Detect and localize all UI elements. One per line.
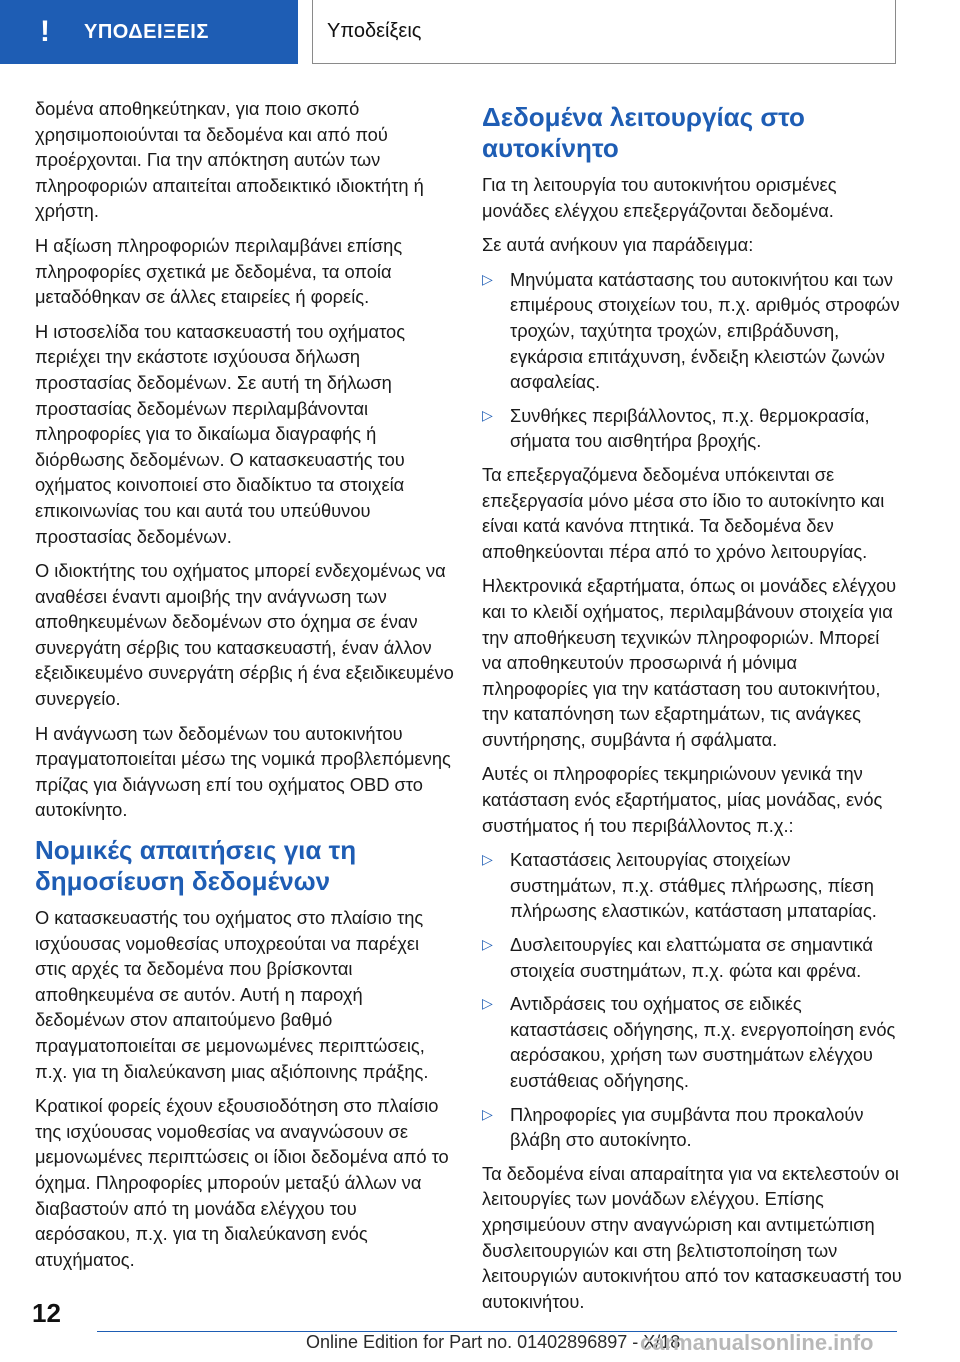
list-item-text: Μηνύματα κατάστασης του αυτοκινήτου και των επιμέρους στοιχείων του, π.χ. αριθμός στροφών τροχών, ταχύτητα τροχών, επιβράδυνση, εγκάρσια επιτάχυνση, ένδειξη κλειστών ζωνών ασφαλείας. [510,268,900,393]
list-item [482,1102,902,1153]
list-item [482,267,902,395]
paragraph: δομένα αποθηκεύτηκαν, για ποιο σκοπό χρησιμοποιούνται τα δεδομένα και από πού προέρχονται. Για την απόκτηση αυτών των πληροφοριών απαιτείται αποδεικτικό ιδιοκτήτη ή χρήστη. [35,98,424,222]
list-item-text: Καταστάσεις λειτουργίας στοιχείων συστημάτων, π.χ. στάθμες πλήρωσης, πίεση πλήρωσης ελαστικών, κατάσταση μπαταρίας. [510,849,877,922]
paragraph: Ηλεκτρονικά εξαρτήματα, όπως οι μονάδες ελέγχου και το κλειδί οχήματος, περιλαμβάνουν στοιχεία για την αποθήκευση τεχνικών πληροφοριών. Μπορεί να αποθηκευτούν προσωρινά ή μόνιμα πληροφορίες για την κατάσταση του αυτοκινήτου, την καταπόνηση των εξαρτημάτων, τις ανάγκες συντήρησης, συμβάντα ή σφάλματα. [482,575,897,750]
list-item-text: Πληροφορίες για συμβάντα που προκαλούν βλάβη στο αυτοκίνητο. [510,1103,864,1151]
paragraph: Σε αυτά ανήκουν για παράδειγμα: [482,234,754,256]
paragraph: Ο κατασκευαστής του οχήματος στο πλαίσιο της ισχύουσας νομοθεσίας υποχρεούται να παρέχει στις αρχές τα δεδομένα που βρίσκονται αποθηκευμένα σε αυτόν. Αυτή η παροχή δεδομένων στον απαιτούμενο βαθμό πραγματοποιείται σε μεμονωμένες περιπτώσεις, π.χ. για τη διαλεύκανση μιας αξιόποινης πράξης. [35,907,429,1082]
paragraph: Τα επεξεργαζόμενα δεδομένα υπόκεινται σε επεξεργασία μόνο μέσα στο ίδιο το αυτοκίνητο και είναι κατά κανόνα πτητικά. Τα δεδομένα δεν αποθηκεύονται πέρα από το χρόνο λειτουργίας. [482,463,885,562]
list-item [482,932,902,983]
paragraph: Η ανάγνωση των δεδομένων του αυτοκινήτου πραγματοποιείται μέσω της νομικά προβλεπόμενης πρίζας για διάγνωση επί του οχήματος OBD στο αυτοκίνητο. [35,722,451,821]
left-column [35,96,455,1281]
paragraph: Κρατικοί φορείς έχουν εξουσιοδότηση στο πλαίσιο της ισχύουσας νομοθεσίας να αναγνώσουν σε μεμονωμένες περιπτώσεις οι ίδιοι δεδομένα από το όχημα. Πληροφορίες μπορούν μεταξύ άλλων να διαβαστούν από τη μονάδα ελέγχου του αερόσακου, π.χ. για τη διαλεύκανση ενός ατυχήματος. [35,1095,449,1270]
exclamation-icon: ! [40,15,50,48]
paragraph: Η αξίωση πληροφοριών περιλαμβάνει επίσης πληροφορίες σχετικά με δεδομένα, τα οποία μεταδόθηκαν σε άλλες εταιρείες ή φορείς. [35,234,403,308]
triangle-bullet-icon: ▷ [482,270,493,287]
triangle-bullet-icon: ▷ [482,851,493,868]
watermark: carmanualsonline.info [640,1330,874,1355]
triangle-bullet-icon: ▷ [482,406,493,423]
section-title: ΥΠΟΔΕΙΞΕΙΣ [84,20,209,43]
triangle-bullet-icon: ▷ [482,936,493,953]
bullet-list [482,267,902,454]
footer-edition: Online Edition for Part no. 01402896897 - X/18 [306,1332,681,1352]
paragraph: Αυτές οι πληροφορίες τεκμηριώνουν γενικά την κατάσταση ενός εξαρτήματος, μίας μονάδας, ενός συστήματος ή του περιβάλλοντος π.χ.: [482,763,883,836]
paragraph: Η ιστοσελίδα του κατασκευαστή του οχήματος περιέχει την εκάστοτε ισχύουσα δήλωση προστασίας δεδομένων. Σε αυτή τη δήλωση προστασίας δεδομένων περιλαμβάνονται πληροφορίες για το δικαίωμα διαγραφής ή διόρθωσης δεδομένων. Ο κατασκευαστής του οχήματος κοινοποιεί στο διαδίκτυο τα στοιχεία επικοινωνίας του και αυτά του υπεύθυνου προστασίας δεδομένων. [35,320,406,547]
bullet-list [482,847,902,1153]
list-item-text: Συνθήκες περιβάλλοντος, π.χ. θερμοκρασία, σήματα του αισθητήρα βροχής. [510,404,870,452]
list-item [482,847,902,924]
breadcrumb [312,0,896,64]
list-item [482,991,902,1093]
section-heading: Νομικές απαιτήσεις για τη δημοσίευση δεδομένων [35,835,357,897]
section-tab [0,0,298,64]
paragraph: Ο ιδιοκτήτης του οχήματος μπορεί ενδεχομένως να αναθέσει έναντι αμοιβής την ανάγνωση των αποθηκευμένων δεδομένων στο όχημα σε έναν συνεργάτη σέρβις του κατασκευαστή, έναν άλλον εξειδικευμένο συνεργάτη σέρβις ή ένα εξειδικευμένο συνεργείο. [35,560,454,710]
paragraph: Τα δεδομένα είναι απαραίτητα για να εκτελεστούν οι λειτουργίες των μονάδων ελέγχου. Επίσης χρησιμεύουν στην αναγνώριση και αντιμετώπιση δυσλειτουργιών και στη βελτιστοποίηση των λειτουργιών αυτοκινήτου από τον κατασκευαστή του αυτοκινήτου. [482,1162,902,1312]
breadcrumb-label: Υποδείξεις [327,20,422,42]
triangle-bullet-icon: ▷ [482,995,493,1012]
triangle-bullet-icon: ▷ [482,1105,493,1122]
list-item-text: Δυσλειτουργίες και ελαττώματα σε σημαντικά στοιχεία συστημάτων, π.χ. φώτα και φρένα. [510,934,873,981]
page-number: 12 [32,1298,61,1328]
paragraph: Για τη λειτουργία του αυτοκινήτου ορισμένες μονάδες ελέγχου επεξεργάζονται δεδομένα. [482,174,837,221]
list-item [482,403,902,454]
section-heading: Δεδομένα λειτουργίας στο αυτοκίνητο [482,102,805,163]
right-column [482,96,902,1323]
list-item-text: Αντιδράσεις του οχήματος σε ειδικές καταστάσεις οδήγησης, π.χ. ενεργοποίηση ενός αερόσακου, χρήση των συστημάτων ελέγχου ευστάθειας οδήγησης. [510,993,896,1091]
page-header [0,0,960,64]
